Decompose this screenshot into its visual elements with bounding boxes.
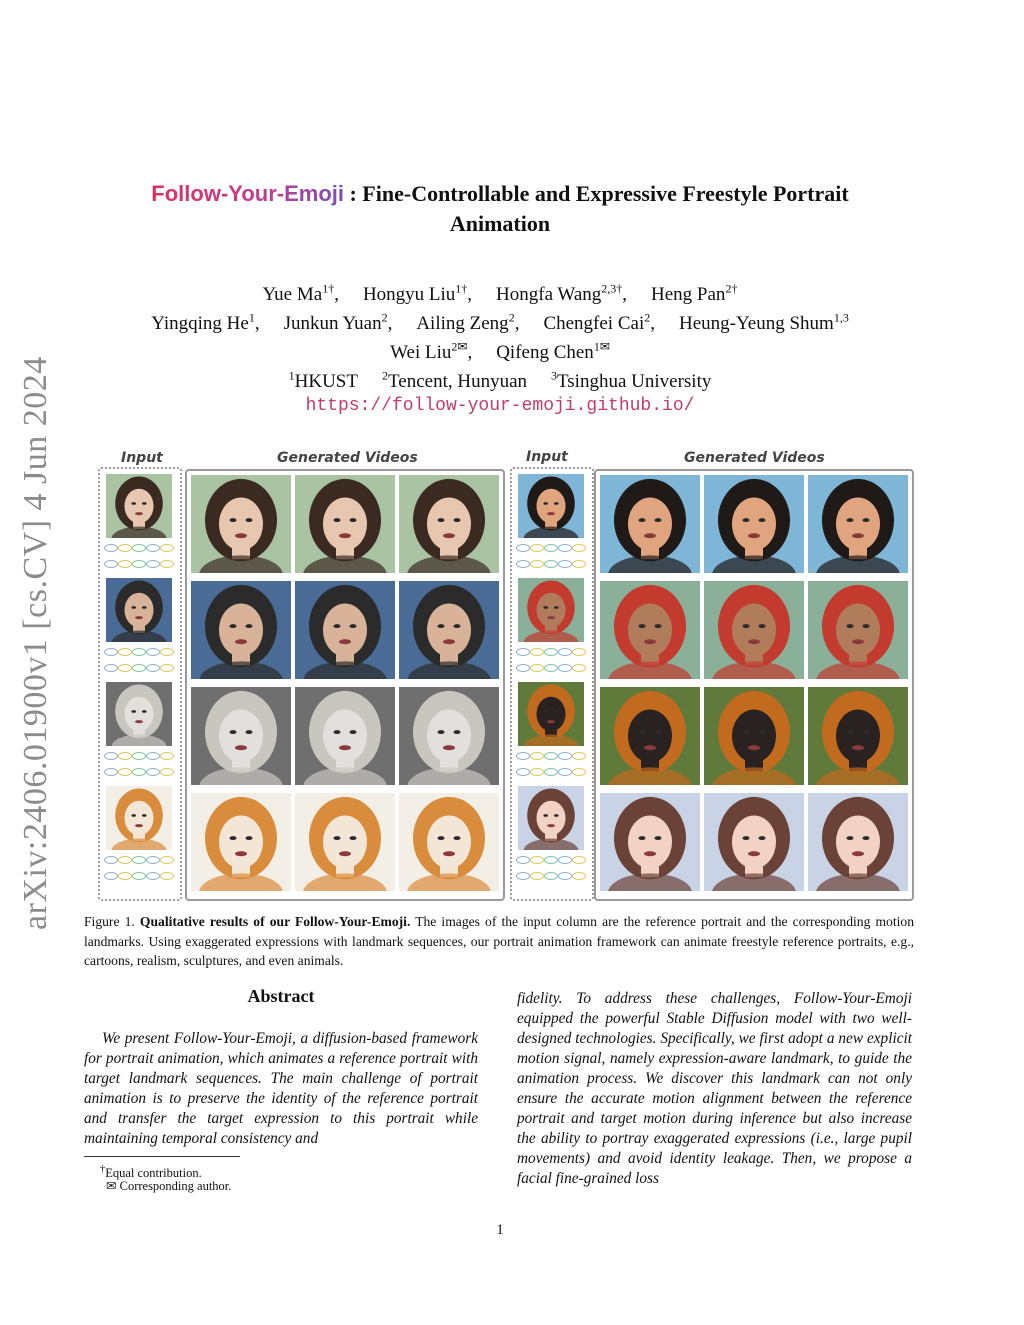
generated-frame-headdress-woman (808, 581, 908, 679)
landmark-mark (516, 544, 530, 552)
author-name: Heng Pan$^{2\dagger}$ (651, 282, 738, 306)
landmark-strip (516, 557, 586, 571)
generated-frame-man-in-sweater (295, 581, 395, 679)
landmark-mark (530, 872, 544, 880)
landmark-strip (104, 541, 174, 555)
generated-frame-monkey (808, 687, 908, 785)
landmark-mark (118, 872, 132, 880)
landmark-mark (530, 664, 544, 672)
abstract-heading: Abstract (247, 986, 315, 1006)
generated-frame-marble-statue (399, 687, 499, 785)
paper-title (100, 179, 900, 239)
landmark-mark (544, 560, 558, 568)
generated-frame-cartoon-girl (191, 475, 291, 573)
generated-frame-cartoon-girl (295, 475, 395, 573)
landmark-mark (572, 768, 586, 776)
author-name: Hongyu Liu$^{1\dagger}$, (362, 282, 473, 306)
landmark-mark (572, 856, 586, 864)
landmark-strip (516, 749, 586, 763)
landmark-mark (516, 752, 530, 760)
landmark-mark (132, 544, 146, 552)
landmark-strip (104, 661, 174, 675)
landmark-mark (544, 544, 558, 552)
title-line1: : Fine-Controllable and Expressive Freestyle Portrait (343, 181, 849, 206)
landmark-mark (530, 768, 544, 776)
generated-frame-monkey (704, 687, 804, 785)
title-brand: Follow-Your-Emoji (151, 181, 344, 206)
landmark-mark (104, 856, 118, 864)
generated-frame-anime-woman (600, 793, 700, 891)
landmark-mark (160, 544, 174, 552)
landmark-mark (132, 872, 146, 880)
affiliation: $^1$HKUST (288, 368, 358, 392)
landmark-mark (132, 560, 146, 568)
arxiv-stamp: arXiv:2406.01900v1 [cs.CV] 4 Jun 2024 (17, 356, 54, 930)
label-input-right: Input (526, 449, 568, 465)
landmark-mark (104, 560, 118, 568)
affiliation: $^2$Tencent, Hunyuan (381, 368, 527, 392)
landmark-mark (530, 752, 544, 760)
landmark-mark (572, 544, 586, 552)
landmark-mark (516, 872, 530, 880)
author-name: Yue $Ma^{1\dagger}$, (262, 282, 339, 306)
generated-frame-colorful-illustration (295, 793, 395, 891)
generated-frame-cartoon-man (600, 475, 700, 573)
generated-frame-man-in-sweater (191, 581, 291, 679)
landmark-mark (118, 752, 132, 760)
landmark-strip (516, 541, 586, 555)
author-name: Hongfa Wang$^{2,3\dagger}$, (496, 282, 628, 306)
landmark-mark (558, 544, 572, 552)
footnote-rule (84, 1156, 240, 1157)
caption-bold: Qualitative results of our Follow-Your-Emoji. (139, 914, 411, 929)
landmark-mark (516, 560, 530, 568)
landmark-mark (132, 768, 146, 776)
landmark-mark (516, 856, 530, 864)
landmark-mark (132, 648, 146, 656)
generated-frame-monkey (600, 687, 700, 785)
generated-frame-anime-woman (808, 793, 908, 891)
landmark-mark (118, 768, 132, 776)
caption-text: The images of the input column are the reference portrait and the corresponding motion landmarks. Using exaggerated expressions with landmark sequences, our portrait animation framework can animate freestyle reference portraits, e.g., cartoons, realism, sculptures, and even animals. (84, 914, 915, 968)
landmark-mark (160, 648, 174, 656)
envelope-icon: ✉ (106, 1179, 117, 1193)
landmark-mark (104, 648, 118, 656)
input-portrait-colorful-illustration (106, 786, 172, 850)
landmark-strip (104, 749, 174, 763)
input-column-right (510, 467, 594, 901)
generated-frame-marble-statue (191, 687, 291, 785)
landmark-mark (572, 872, 586, 880)
landmark-mark (558, 664, 572, 672)
caption-prefix: Figure 1. (84, 914, 140, 929)
input-portrait-monkey (518, 682, 584, 746)
landmark-mark (558, 560, 572, 568)
landmark-mark (104, 752, 118, 760)
landmark-mark (558, 648, 572, 656)
landmark-mark (572, 752, 586, 760)
landmark-mark (104, 768, 118, 776)
input-portrait-anime-woman (518, 786, 584, 850)
project-url[interactable]: https://follow-your-emoji.github.io/ (305, 396, 695, 417)
label-generated-right: Generated Videos (684, 450, 825, 466)
landmark-mark (132, 664, 146, 672)
generated-frame-cartoon-man (704, 475, 804, 573)
landmark-strip (516, 869, 586, 883)
landmark-mark (530, 560, 544, 568)
landmark-mark (516, 664, 530, 672)
author-name: Chengfei Cai$^2$, (543, 310, 655, 335)
landmark-mark (118, 856, 132, 864)
generated-frame-headdress-woman (600, 581, 700, 679)
landmark-mark (104, 872, 118, 880)
landmark-mark (160, 856, 174, 864)
landmark-mark (132, 752, 146, 760)
landmark-mark (544, 872, 558, 880)
generated-frame-colorful-illustration (191, 793, 291, 891)
author-name: Ailing Zeng$^2$, (416, 310, 520, 335)
author-name: Wei Liu$^{2✉}$, (390, 339, 473, 363)
input-column-left (98, 467, 182, 901)
landmark-mark (558, 768, 572, 776)
landmark-mark (530, 648, 544, 656)
landmark-strip (104, 869, 174, 883)
generated-frame-cartoon-girl (399, 475, 499, 573)
landmark-mark (544, 648, 558, 656)
landmark-mark (558, 752, 572, 760)
landmark-mark (160, 560, 174, 568)
input-portrait-cartoon-man (518, 474, 584, 538)
landmark-mark (572, 560, 586, 568)
landmark-mark (132, 856, 146, 864)
generated-frame-man-in-sweater (399, 581, 499, 679)
affiliation: $^3$Tsinghua University (551, 368, 712, 392)
landmark-mark (160, 752, 174, 760)
generated-frame-marble-statue (295, 687, 395, 785)
author-row-3 (100, 336, 900, 365)
landmark-mark (118, 648, 132, 656)
landmark-mark (160, 664, 174, 672)
landmark-mark (516, 768, 530, 776)
landmark-mark (104, 544, 118, 552)
author-name: Qifeng Chen$^{1✉}$ (496, 339, 610, 363)
landmark-mark (146, 872, 160, 880)
landmark-mark (146, 560, 160, 568)
landmark-strip (104, 557, 174, 571)
generated-frame-cartoon-man (808, 475, 908, 573)
landmark-mark (558, 856, 572, 864)
title-line2: Animation (449, 211, 551, 236)
landmark-mark (146, 664, 160, 672)
landmark-mark (146, 544, 160, 552)
author-row-1 (100, 278, 900, 307)
author-name: Heung-Yeung Shum$^{1,3}$ (678, 310, 849, 335)
landmark-mark (544, 768, 558, 776)
landmark-mark (544, 752, 558, 760)
landmark-mark (572, 648, 586, 656)
landmark-mark (146, 752, 160, 760)
generated-frame-colorful-illustration (399, 793, 499, 891)
landmark-mark (118, 544, 132, 552)
generated-panel-left (185, 469, 505, 901)
figure-caption (84, 912, 914, 971)
landmark-mark (572, 664, 586, 672)
input-portrait-man-in-sweater (106, 578, 172, 642)
author-block (100, 278, 900, 419)
footnote-equal: †Equal contribution. (100, 1164, 202, 1181)
author-name: Junkun Yuan$^2$, (283, 310, 393, 335)
landmark-mark (118, 560, 132, 568)
landmark-mark (544, 664, 558, 672)
landmark-mark (146, 648, 160, 656)
affiliations (100, 364, 900, 393)
landmark-mark (104, 664, 118, 672)
input-portrait-cartoon-girl (106, 474, 172, 538)
generated-frame-headdress-woman (704, 581, 804, 679)
author-name: Yingqing He$^1$, (151, 310, 260, 335)
input-portrait-headdress-woman (518, 578, 584, 642)
page-number: 1 (496, 1222, 504, 1238)
abstract-right-column: fidelity. To address these challenges, Follow-Your-Emoji equipped the powerful Stable Diffusion model with two well-designed technologies. Specifically, we first adopt a new explicit motion signal, namely expression-aware landmark, to guide the animation process. We discover this landmark can not only ensure the accurate motion alignment between the reference portrait and target motion during inference but also increase the ability to portray exaggerated expressions (i.e., large pupil movements) and avoid identity leakage. Then, we propose a facial fine-grained loss (517, 990, 912, 1187)
landmark-mark (530, 544, 544, 552)
landmark-strip (516, 645, 586, 659)
label-generated-left: Generated Videos (277, 450, 418, 466)
landmark-strip (516, 853, 586, 867)
landmark-strip (104, 645, 174, 659)
landmark-mark (160, 768, 174, 776)
landmark-strip (104, 765, 174, 779)
input-portrait-marble-statue (106, 682, 172, 746)
landmark-strip (104, 853, 174, 867)
author-row-2 (100, 307, 900, 336)
landmark-mark (146, 856, 160, 864)
landmark-mark (118, 664, 132, 672)
label-input-left: Input (121, 450, 163, 466)
generated-panel-right (594, 469, 914, 901)
landmark-mark (516, 648, 530, 656)
landmark-mark (530, 856, 544, 864)
landmark-mark (160, 872, 174, 880)
landmark-mark (558, 872, 572, 880)
landmark-mark (544, 856, 558, 864)
generated-frame-anime-woman (704, 793, 804, 891)
landmark-mark (146, 768, 160, 776)
landmark-strip (516, 765, 586, 779)
abstract-left-column: We present Follow-Your-Emoji, a diffusion-based framework for portrait animation, which animates a reference portrait with target landmark sequences. The main challenge of portrait animation is to preserve the identity of the reference portrait and transfer the target expression to this portrait while maintaining temporal consistency and (84, 1030, 478, 1147)
footnote-corresponding: ✉ Corresponding author. (106, 1179, 232, 1193)
landmark-strip (516, 661, 586, 675)
